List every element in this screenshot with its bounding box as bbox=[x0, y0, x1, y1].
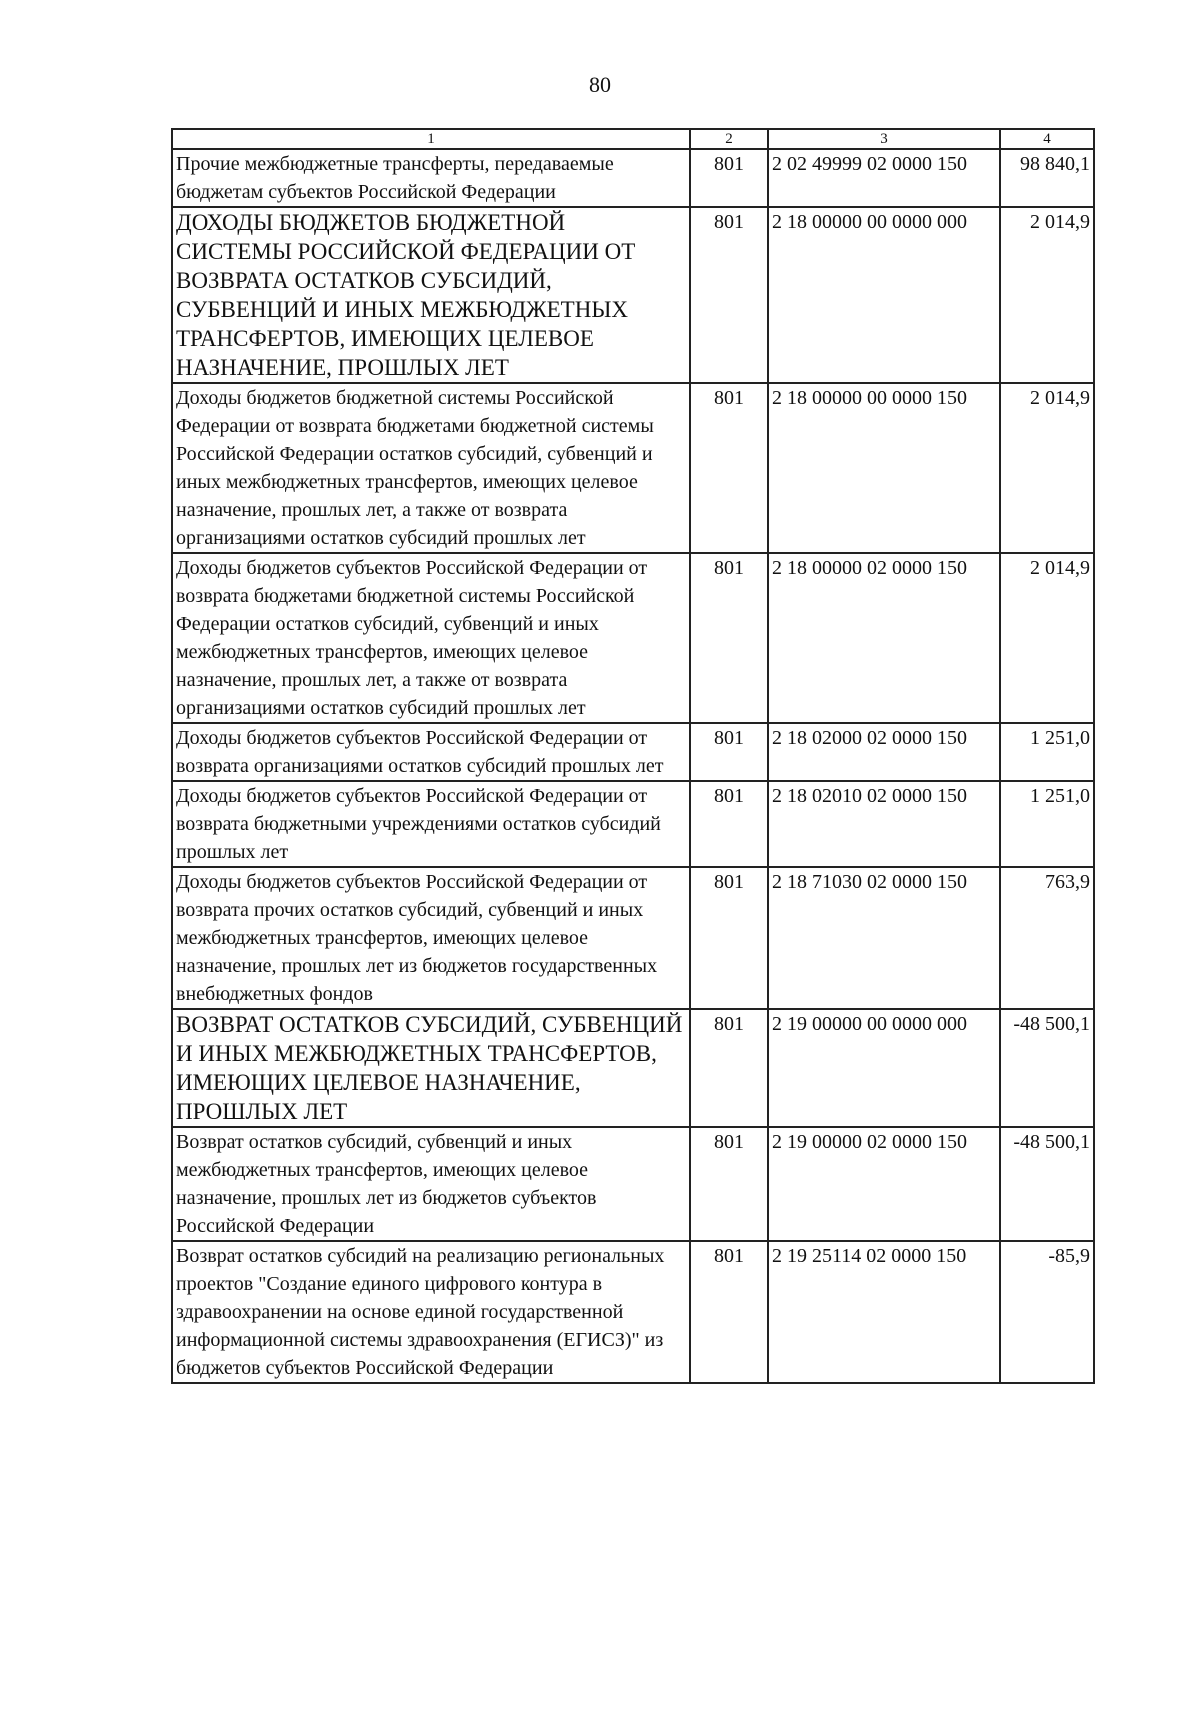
row-name-cell: ДОХОДЫ БЮДЖЕТОВ БЮДЖЕТНОЙ СИСТЕМЫ РОССИЙСКОЙ ФЕДЕРАЦИИ ОТ ВОЗВРАТА ОСТАТКОВ СУБСИДИЙ, СУБВЕНЦИЙ И ИНЫХ МЕЖБЮДЖЕТНЫХ ТРАНСФЕРТОВ, ИМЕЮЩИХ ЦЕЛЕВОЕ НАЗНАЧЕНИЕ, ПРОШЛЫХ ЛЕТ bbox=[172, 207, 690, 383]
table-row bbox=[172, 207, 1094, 383]
header-col-1: 1 bbox=[172, 129, 690, 149]
row-admin-code-cell: 801 bbox=[690, 1241, 768, 1383]
table-row bbox=[172, 1009, 1094, 1127]
header-col-2: 2 bbox=[690, 129, 768, 149]
row-budget-code-cell: 2 19 00000 00 0000 000 bbox=[768, 1009, 1000, 1127]
header-col-4: 4 bbox=[1000, 129, 1094, 149]
row-name-cell: Доходы бюджетов бюджетной системы Российской Федерации от возврата бюджетами бюджетной системы Российской Федерации остатков субсидий, субвенций и иных межбюджетных трансфертов, имеющих целевое назначение, прошлых лет, а также от возврата организациями остатков субсидий прошлых лет bbox=[172, 383, 690, 553]
row-budget-code-cell: 2 18 00000 00 0000 000 bbox=[768, 207, 1000, 383]
row-amount-cell: 763,9 bbox=[1000, 867, 1094, 1009]
row-amount-cell: 2 014,9 bbox=[1000, 383, 1094, 553]
table-row bbox=[172, 1241, 1094, 1383]
table-row bbox=[172, 149, 1094, 207]
table-row bbox=[172, 383, 1094, 553]
row-budget-code-cell: 2 18 02010 02 0000 150 bbox=[768, 781, 1000, 867]
row-admin-code-cell: 801 bbox=[690, 781, 768, 867]
header-col-3: 3 bbox=[768, 129, 1000, 149]
table-row bbox=[172, 723, 1094, 781]
row-amount-cell: -48 500,1 bbox=[1000, 1127, 1094, 1241]
row-admin-code-cell: 801 bbox=[690, 1009, 768, 1127]
row-name-cell: Доходы бюджетов субъектов Российской Федерации от возврата бюджетными учреждениями остатков субсидий прошлых лет bbox=[172, 781, 690, 867]
row-amount-cell: 2 014,9 bbox=[1000, 207, 1094, 383]
table-row bbox=[172, 781, 1094, 867]
row-amount-cell: -85,9 bbox=[1000, 1241, 1094, 1383]
page-number: 80 bbox=[589, 72, 611, 97]
table-body bbox=[172, 149, 1094, 1383]
row-admin-code-cell: 801 bbox=[690, 207, 768, 383]
row-budget-code-cell: 2 18 00000 00 0000 150 bbox=[768, 383, 1000, 553]
row-admin-code-cell: 801 bbox=[690, 553, 768, 723]
row-name-cell: Доходы бюджетов субъектов Российской Федерации от возврата бюджетами бюджетной системы Российской Федерации остатков субсидий, субвенций и иных межбюджетных трансфертов, имеющих целевое назначение, прошлых лет, а также от возврата организациями остатков субсидий прошлых лет bbox=[172, 553, 690, 723]
row-name-cell: Возврат остатков субсидий на реализацию региональных проектов "Создание единого цифрового контура в здравоохранении на основе единой государственной информационной системы здравоохранения (ЕГИСЗ)" из бюджетов субъектов Российской Федерации bbox=[172, 1241, 690, 1383]
row-admin-code-cell: 801 bbox=[690, 1127, 768, 1241]
row-budget-code-cell: 2 02 49999 02 0000 150 bbox=[768, 149, 1000, 207]
row-budget-code-cell: 2 18 02000 02 0000 150 bbox=[768, 723, 1000, 781]
table-row bbox=[172, 867, 1094, 1009]
row-admin-code-cell: 801 bbox=[690, 383, 768, 553]
row-budget-code-cell: 2 18 00000 02 0000 150 bbox=[768, 553, 1000, 723]
budget-table bbox=[171, 128, 1095, 1384]
table-row bbox=[172, 1127, 1094, 1241]
row-name-cell: ВОЗВРАТ ОСТАТКОВ СУБСИДИЙ, СУБВЕНЦИЙ И ИНЫХ МЕЖБЮДЖЕТНЫХ ТРАНСФЕРТОВ, ИМЕЮЩИХ ЦЕЛЕВОЕ НАЗНАЧЕНИЕ, ПРОШЛЫХ ЛЕТ bbox=[172, 1009, 690, 1127]
row-admin-code-cell: 801 bbox=[690, 723, 768, 781]
table-header-row bbox=[172, 129, 1094, 149]
row-amount-cell: -48 500,1 bbox=[1000, 1009, 1094, 1127]
row-name-cell: Доходы бюджетов субъектов Российской Федерации от возврата прочих остатков субсидий, субвенций и иных межбюджетных трансфертов, имеющих целевое назначение, прошлых лет из бюджетов государственных внебюджетных фондов bbox=[172, 867, 690, 1009]
row-amount-cell: 1 251,0 bbox=[1000, 723, 1094, 781]
row-amount-cell: 1 251,0 bbox=[1000, 781, 1094, 867]
row-budget-code-cell: 2 18 71030 02 0000 150 bbox=[768, 867, 1000, 1009]
row-admin-code-cell: 801 bbox=[690, 867, 768, 1009]
table-row bbox=[172, 553, 1094, 723]
row-name-cell: Доходы бюджетов субъектов Российской Федерации от возврата организациями остатков субсидий прошлых лет bbox=[172, 723, 690, 781]
row-budget-code-cell: 2 19 00000 02 0000 150 bbox=[768, 1127, 1000, 1241]
row-name-cell: Прочие межбюджетные трансферты, передаваемые бюджетам субъектов Российской Федерации bbox=[172, 149, 690, 207]
row-admin-code-cell: 801 bbox=[690, 149, 768, 207]
row-budget-code-cell: 2 19 25114 02 0000 150 bbox=[768, 1241, 1000, 1383]
row-name-cell: Возврат остатков субсидий, субвенций и иных межбюджетных трансфертов, имеющих целевое назначение, прошлых лет из бюджетов субъектов Российской Федерации bbox=[172, 1127, 690, 1241]
row-amount-cell: 2 014,9 bbox=[1000, 553, 1094, 723]
row-amount-cell: 98 840,1 bbox=[1000, 149, 1094, 207]
